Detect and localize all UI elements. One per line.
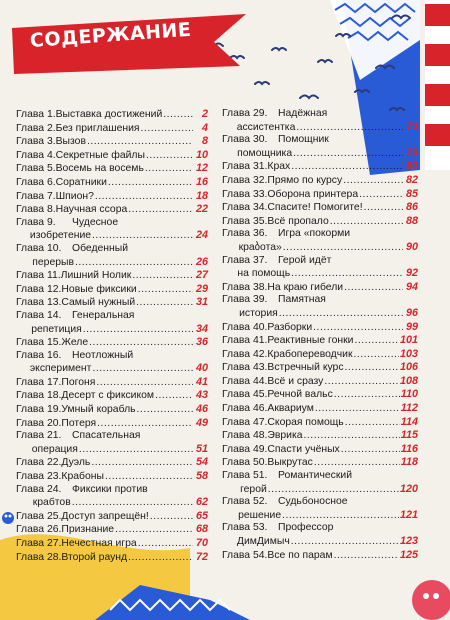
page-number: 27	[195, 269, 208, 282]
dot-leader	[354, 335, 399, 348]
dot-leader	[128, 204, 193, 217]
chapter-label: Глава 49.	[222, 443, 268, 455]
chapter-title: Секретные файлы	[55, 149, 145, 161]
page-number: 8	[201, 135, 208, 148]
dot-leader	[95, 191, 193, 204]
page-number: 4	[201, 121, 208, 134]
dot-leader	[279, 308, 403, 321]
chapter-label: Глава 54.	[222, 549, 268, 561]
page-number: 88	[405, 214, 418, 227]
page-number: 85	[405, 187, 418, 200]
chapter-title: Крабопереводчик	[267, 348, 353, 360]
dot-leader	[138, 538, 193, 551]
chapter-title: Всё и сразу	[267, 375, 324, 387]
chapter-label: Глава 11.	[16, 270, 61, 282]
chapter-label: Глава 50.	[222, 457, 268, 469]
page-number: 40	[195, 362, 208, 375]
dot-leader	[291, 161, 403, 174]
toc-entry[interactable]	[16, 217, 208, 243]
chapter-label: Глава 25.	[16, 510, 62, 522]
chapter-title: Доступ запрещён!	[61, 510, 149, 522]
page-number: 116	[400, 442, 418, 455]
chapter-title: герой	[240, 483, 267, 495]
page-number: 31	[195, 296, 208, 309]
chapter-title: Выставка достижений	[55, 109, 163, 120]
chapter-title: Всё пропало	[267, 215, 329, 227]
toc-entry[interactable]	[16, 350, 208, 376]
toc-entry[interactable]	[222, 321, 418, 335]
chapter-label: Глава 19.	[16, 404, 62, 416]
chapter-title: репетиция	[31, 323, 82, 335]
dot-leader	[268, 484, 399, 497]
page-number: 2	[201, 108, 208, 120]
page-number: 92	[405, 267, 418, 280]
chapter-label: Глава 30.	[222, 134, 268, 146]
toc-entry[interactable]	[16, 296, 208, 310]
chapter-title: Обеденный	[72, 242, 129, 254]
page-number: 70	[195, 537, 208, 549]
dot-leader	[291, 268, 403, 281]
toc-entry[interactable]	[16, 243, 208, 269]
toc-entry[interactable]	[222, 281, 418, 295]
chapter-title: история	[239, 307, 278, 319]
dot-leader	[108, 177, 193, 190]
page-number: 82	[405, 173, 418, 186]
page-number: 118	[400, 456, 418, 469]
chapter-title: ДимДимыч	[236, 536, 290, 547]
chapter-title: Аквариум	[267, 403, 314, 415]
chapter-title: Речной вальс	[267, 389, 333, 401]
chapter-label: Глава 16.	[16, 349, 62, 361]
toc-entry[interactable]	[222, 470, 418, 496]
toc-entry[interactable]	[222, 334, 418, 348]
dot-leader	[343, 175, 403, 188]
toc-entry[interactable]	[16, 108, 208, 122]
page-number: 49	[195, 416, 208, 429]
toc-entry[interactable]	[16, 510, 208, 524]
chapter-label: Глава 26.	[16, 524, 62, 536]
toc-entry[interactable]	[16, 523, 208, 537]
toc-left-column	[16, 108, 208, 564]
chapter-label: Глава 27.	[16, 538, 62, 549]
dot-leader	[313, 322, 403, 335]
page-number: 114	[400, 415, 418, 428]
chapter-label: Глава 38.	[222, 281, 268, 293]
chapter-title: ассистентка	[236, 121, 296, 133]
chapter-label: Глава 31.	[222, 161, 268, 173]
toc-entry[interactable]	[222, 522, 418, 548]
chapter-label: Глава 48.	[222, 430, 268, 442]
chapter-title: перерыв	[32, 256, 74, 268]
toc-entry[interactable]	[16, 403, 208, 417]
page-number: 46	[195, 403, 208, 416]
page-number: 74	[405, 120, 418, 133]
chapter-label: Глава 43.	[222, 362, 268, 374]
toc-entry[interactable]	[16, 537, 208, 551]
dot-leader	[354, 349, 399, 362]
chapter-label: Глава 35.	[222, 215, 268, 227]
dot-leader	[75, 257, 193, 270]
dot-leader	[291, 536, 399, 549]
toc-entry[interactable]	[222, 416, 418, 430]
toc-entry[interactable]	[16, 190, 208, 204]
page-number: 43	[195, 389, 208, 402]
page-number: 26	[195, 255, 208, 268]
page-number: 41	[195, 375, 208, 388]
chapter-label: Глава 18.	[16, 390, 62, 402]
chapter-label: Глава 42.	[222, 348, 268, 360]
dot-leader	[115, 524, 193, 537]
dot-leader	[330, 216, 403, 229]
dot-leader	[334, 389, 400, 402]
chapter-title: Лишний Нолик	[60, 270, 132, 282]
chapter-label: Глава 47.	[222, 416, 268, 428]
chapter-title: операция	[31, 443, 78, 455]
chapter-title: Признание	[61, 524, 115, 536]
chapter-title: Спасите! Помогите!	[267, 202, 363, 214]
chapter-title: Романтический	[278, 470, 353, 482]
toc-entry[interactable]	[16, 176, 208, 190]
toc-right-column	[222, 108, 418, 562]
chapter-title: Чудесное	[72, 216, 119, 228]
page-number: 16	[195, 175, 208, 188]
chapter-title: Герой идёт	[278, 254, 332, 266]
chapter-label: Глава 40.	[222, 321, 268, 333]
chapter-title: Эврика	[267, 430, 303, 442]
toc-entry[interactable]	[16, 149, 208, 163]
page-number: 76	[405, 146, 418, 159]
chapter-label: Глава 4.	[16, 149, 56, 161]
chapter-title: Без приглашения	[55, 122, 140, 134]
page-number: 112	[400, 402, 418, 415]
page-number: 10	[195, 148, 208, 161]
page-number: 58	[195, 470, 208, 483]
chapter-title: Скорая помощь	[267, 416, 344, 428]
chapter-title: Фиксики против	[72, 483, 148, 495]
chapter-label: Глава 34.	[222, 202, 268, 214]
dot-leader	[155, 390, 193, 403]
toc-entry[interactable]	[222, 496, 418, 522]
toc-entry[interactable]	[222, 255, 418, 281]
toc-entry[interactable]	[16, 135, 208, 149]
chapter-title: Научная ссора	[55, 204, 128, 216]
dot-leader	[334, 550, 399, 563]
dot-leader	[324, 376, 399, 389]
chapter-label: Глава 41.	[222, 335, 268, 347]
toc-entry[interactable]	[222, 443, 418, 457]
toc-entry[interactable]	[222, 134, 418, 160]
page-number: 54	[195, 456, 208, 469]
toc-entry[interactable]	[16, 430, 208, 456]
page-number: 12	[195, 162, 208, 175]
page-number: 110	[400, 388, 418, 401]
chapter-label: Глава 9.	[16, 216, 56, 228]
page-number: 65	[195, 509, 208, 522]
chapter-label: Глава 2.	[16, 122, 56, 134]
dot-leader	[87, 136, 193, 149]
chapter-label: Глава 6.	[16, 176, 56, 188]
chapter-label: Глава 21.	[16, 430, 62, 442]
dot-leader	[92, 230, 193, 243]
dot-leader	[163, 109, 193, 122]
chapter-title: Второй раунд	[61, 551, 128, 563]
chapter-label: Глава 10.	[16, 242, 62, 254]
chapter-title: Шпион?	[55, 190, 94, 202]
toc-entry[interactable]	[222, 456, 418, 470]
toc-entry[interactable]	[222, 160, 418, 174]
chapter-label: Глава 22.	[16, 457, 62, 469]
toc-entry[interactable]	[222, 294, 418, 320]
dot-leader	[105, 471, 193, 484]
toc-entry[interactable]	[16, 551, 208, 565]
page-number: 29	[195, 282, 208, 295]
dot-leader	[345, 362, 399, 375]
chapter-title: Новые фиксики	[61, 283, 137, 295]
chapter-label: Глава 20.	[16, 417, 62, 429]
chapter-title: На краю гибели	[267, 281, 344, 293]
chapter-title: Все по парам	[267, 549, 333, 561]
toc-entry[interactable]	[222, 549, 418, 563]
toc-entry[interactable]	[16, 484, 208, 510]
dot-leader	[282, 510, 399, 523]
toc-entry[interactable]	[16, 162, 208, 176]
chapter-title: изобретение	[29, 230, 92, 242]
toc-entry[interactable]	[16, 456, 208, 470]
page-title: СОДЕРЖАНИЕ	[29, 18, 193, 52]
toc-entry[interactable]	[16, 122, 208, 136]
chapter-title: Оборона принтера	[267, 188, 359, 200]
dot-leader	[79, 444, 193, 457]
chapter-title: Неотложный	[72, 349, 134, 361]
chapter-label: Глава 45.	[222, 389, 268, 401]
toc-entry[interactable]	[16, 336, 208, 350]
toc-entry[interactable]	[222, 388, 418, 402]
dot-leader	[72, 497, 193, 510]
chapter-title: краბота»	[238, 241, 282, 253]
toc-entry[interactable]	[16, 269, 208, 283]
chapter-title: Умный корабль	[61, 404, 136, 416]
toc-entry[interactable]	[222, 188, 418, 202]
chapter-title: Разборки	[267, 321, 313, 333]
chapter-title: Спасательная	[72, 430, 141, 442]
page-number: 18	[195, 189, 208, 202]
dot-leader	[150, 511, 193, 524]
toc-entry[interactable]	[222, 348, 418, 362]
chapter-title: Спасти учёных	[267, 443, 340, 455]
toc-entry[interactable]	[222, 108, 418, 134]
chapter-label: Глава 7.	[16, 190, 56, 202]
page-number: 94	[405, 280, 418, 293]
chapter-label: Глава 17.	[16, 376, 62, 388]
dot-leader	[91, 457, 193, 470]
page-number: 115	[400, 429, 418, 442]
chapter-title: Памятная	[278, 294, 326, 306]
toc-entry[interactable]	[222, 429, 418, 443]
toc-entry[interactable]	[16, 203, 208, 217]
chapter-label: Глава 3.	[16, 136, 56, 148]
dot-leader	[341, 444, 400, 457]
chapter-label: Глава 44.	[222, 375, 268, 387]
toc-entry[interactable]	[16, 310, 208, 336]
dot-leader	[283, 242, 403, 255]
dot-leader	[136, 297, 193, 310]
chapter-title: Прямо по курсу	[267, 174, 343, 186]
page-number: 80	[405, 160, 418, 173]
chapter-title: Восемь на восемь	[55, 163, 144, 175]
chapter-title: решение	[238, 509, 282, 521]
chapter-title: Реактивные гонки	[267, 335, 354, 347]
chapter-label: Глава 15.	[16, 337, 62, 349]
chapter-title: эксперимент	[29, 363, 92, 375]
page-number: 121	[399, 508, 418, 521]
chapter-title: Самый нужный	[61, 297, 136, 309]
chapter-label: Глава 23.	[16, 471, 62, 483]
small-crab-icon	[2, 512, 14, 524]
chapter-title: Соратники	[55, 176, 107, 188]
toc-entry[interactable]	[222, 228, 418, 254]
dot-leader	[345, 417, 400, 430]
chapter-label: Глава 37.	[222, 254, 268, 266]
chapter-title: Профессор	[278, 522, 334, 534]
chapter-label: Глава 14.	[16, 309, 62, 321]
chapter-title: Надёжная	[278, 108, 328, 119]
dot-leader	[344, 282, 403, 295]
page-number: 120	[399, 482, 418, 495]
crab-icon	[412, 580, 450, 620]
page-number: 125	[399, 548, 418, 561]
chapter-label: Глава 36.	[222, 228, 268, 240]
chapter-title: Крах	[267, 161, 291, 173]
title-banner	[18, 18, 248, 66]
dot-leader	[314, 457, 400, 470]
toc-entry[interactable]	[222, 174, 418, 188]
chapter-title: Нечестная игра	[61, 538, 137, 549]
chapter-label: Глава 29.	[222, 108, 268, 119]
dot-leader	[141, 123, 193, 136]
page-number: 68	[195, 523, 208, 536]
chapter-label: Глава 51.	[222, 470, 268, 482]
dot-leader	[89, 337, 193, 350]
page-number: 123	[399, 535, 418, 547]
page-number: 103	[399, 347, 418, 360]
dot-leader	[96, 377, 193, 390]
toc-entry[interactable]	[222, 402, 418, 416]
chapter-label: Глава 24.	[16, 483, 62, 495]
chapter-title: Вызов	[55, 136, 86, 148]
chapter-label: Глава 33.	[222, 188, 268, 200]
page-number: 96	[405, 306, 418, 319]
chapter-label: Глава 39.	[222, 294, 268, 306]
dot-leader	[296, 122, 403, 135]
dot-leader	[138, 284, 193, 297]
dot-leader	[128, 552, 193, 565]
page-number: 86	[405, 201, 418, 214]
chapter-title: Крабоны	[61, 471, 104, 483]
chapter-title: крабтов	[32, 497, 71, 509]
toc-entry[interactable]	[222, 201, 418, 215]
chapter-label: Глава 1.	[16, 109, 56, 120]
dot-leader	[97, 418, 193, 431]
chapter-title: Генеральная	[72, 309, 135, 321]
dot-leader	[359, 189, 403, 202]
chapter-title: Выкрутас	[267, 457, 313, 469]
chapter-title: Потеря	[61, 417, 97, 429]
chapter-label: Глава 28.	[16, 551, 62, 563]
chapter-title: Встречный курс	[267, 362, 344, 374]
page-number: 24	[195, 229, 208, 242]
page-number: 34	[195, 322, 208, 335]
toc-entry[interactable]	[222, 215, 418, 229]
page-number: 72	[195, 550, 208, 563]
chapter-title: Дуэль	[61, 457, 91, 469]
toc-entry[interactable]	[16, 283, 208, 297]
toc-entry[interactable]	[16, 417, 208, 431]
chapter-title: на помощь	[237, 268, 291, 280]
page-number: 101	[399, 334, 418, 347]
page-number: 108	[399, 374, 418, 387]
toc-entry[interactable]	[222, 361, 418, 375]
page-number: 36	[195, 336, 208, 349]
page-number: 106	[399, 361, 418, 374]
toc-entry[interactable]	[222, 375, 418, 389]
chapter-title: помощника	[237, 147, 293, 159]
dot-leader	[83, 324, 193, 337]
chapter-label: Глава 5.	[16, 163, 56, 175]
page-number: 62	[195, 496, 208, 509]
toc-entry[interactable]	[16, 389, 208, 403]
dot-leader	[145, 163, 193, 176]
page-number: 51	[195, 442, 208, 455]
dot-leader	[132, 270, 193, 283]
chapter-label: Глава 46.	[222, 403, 268, 415]
page-number: 22	[195, 203, 208, 216]
toc-entry[interactable]	[16, 376, 208, 390]
dot-leader	[364, 202, 403, 215]
chapter-label: Глава 13.	[16, 297, 62, 309]
chapter-title: Помощник	[278, 134, 329, 146]
chapter-label: Глава 52.	[222, 496, 268, 508]
page-number: 90	[405, 240, 418, 253]
chapter-title: Десерт с фиксиком	[61, 390, 155, 402]
chapter-title: Желе	[61, 337, 89, 349]
chapter-title: Погоня	[61, 376, 96, 388]
chapter-title: Судьбоносное	[278, 496, 348, 508]
chapter-label: Глава 32.	[222, 174, 268, 186]
dot-leader	[304, 430, 400, 443]
chapter-label: Глава 53.	[222, 522, 268, 534]
chapter-label: Глава 12.	[16, 283, 62, 295]
dot-leader	[137, 404, 193, 417]
dot-leader	[293, 148, 403, 161]
page-number: 99	[405, 320, 418, 333]
toc-entry[interactable]	[16, 470, 208, 484]
dot-leader	[146, 150, 193, 163]
chapter-label: Глава 8.	[16, 204, 56, 216]
dot-leader	[92, 363, 193, 376]
chapter-title: Игра «покорми	[278, 228, 351, 240]
dot-leader	[315, 403, 400, 416]
